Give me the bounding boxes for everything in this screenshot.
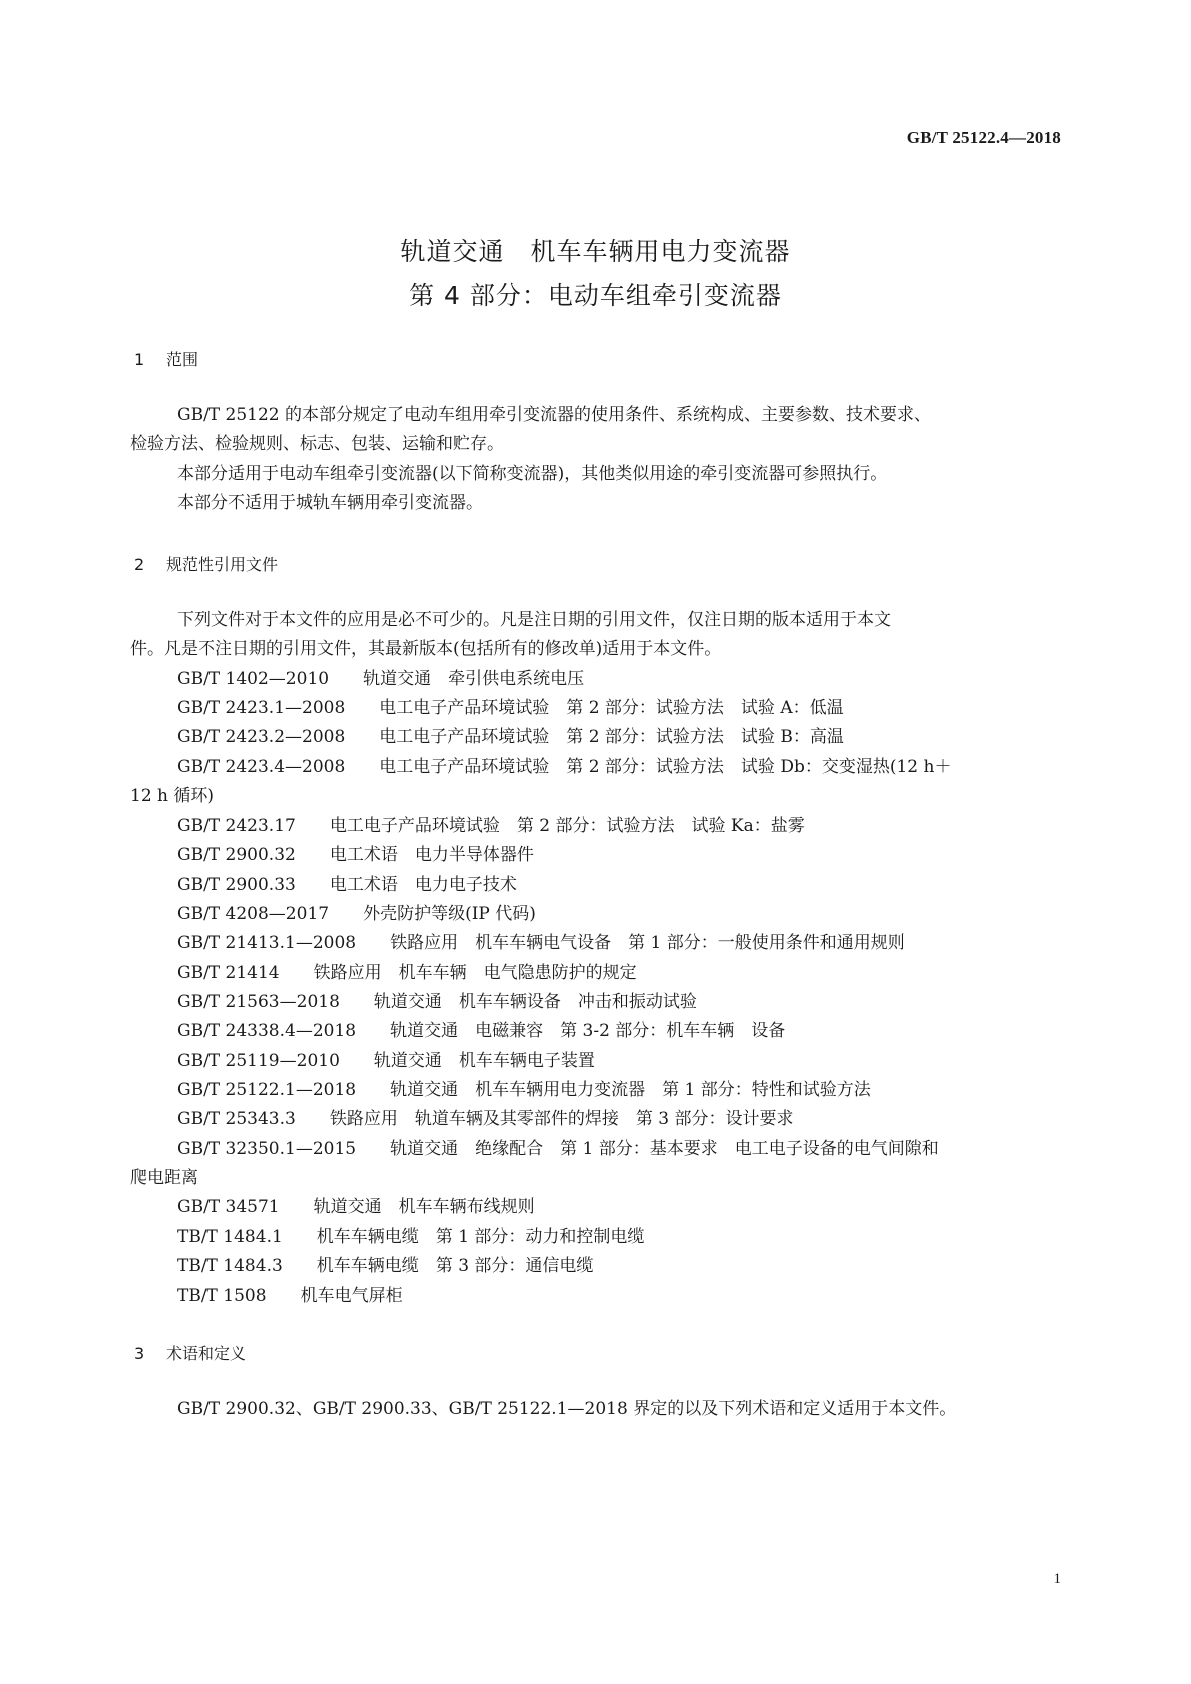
section-title: 范围 [166,350,199,369]
normative-intro-cont: 件。凡是不注日期的引用文件，其最新版本(包括所有的修改单)适用于本文件。 [130,639,722,659]
terms-intro: GB/T 2900.32、GB/T 2900.33、GB/T 25122.1—2018 界定的以及下列术语和定义适用于本文件。 [177,1399,957,1419]
section-heading-terms-definitions [134,1341,246,1364]
reference-item: GB/T 25119—2010 轨道交通 机车车辆电子装置 [177,1051,595,1071]
scope-paragraph-2: 本部分适用于电动车组牵引变流器(以下简称变流器)，其他类似用途的牵引变流器可参照执行。 [177,464,888,484]
reference-item: GB/T 2900.32 电工术语 电力半导体器件 [177,845,534,865]
reference-item: TB/T 1508 机车电气屏柜 [177,1286,403,1306]
reference-item-cont: 爬电距离 [130,1168,198,1188]
reference-item: GB/T 21413.1—2008 铁路应用 机车车辆电气设备 第 1 部分：一般使用条件和通用规则 [177,933,905,953]
reference-item: GB/T 4208—2017 外壳防护等级(IP 代码) [177,904,536,924]
document-title-line-2: 第 4 部分：电动车组牵引变流器 [409,281,782,310]
reference-item: GB/T 2423.4—2008 电工电子产品环境试验 第 2 部分：试验方法 试验 Db：交变湿热(12 h＋ [177,757,952,777]
reference-item: GB/T 32350.1—2015 轨道交通 绝缘配合 第 1 部分：基本要求 电工电子设备的电气间隙和 [177,1139,939,1159]
scope-paragraph-1-cont: 检验方法、检验规则、标志、包装、运输和贮存。 [130,434,504,454]
reference-item: GB/T 2423.17 电工电子产品环境试验 第 2 部分：试验方法 试验 Ka：盐雾 [177,816,805,836]
section-number: 3 [134,1344,145,1363]
reference-item: GB/T 25122.1—2018 轨道交通 机车车辆用电力变流器 第 1 部分：特性和试验方法 [177,1080,871,1100]
reference-item: GB/T 21563—2018 轨道交通 机车车辆设备 冲击和振动试验 [177,992,697,1012]
section-title: 术语和定义 [166,1344,247,1363]
section-number: 1 [134,350,145,369]
reference-item: GB/T 24338.4—2018 轨道交通 电磁兼容 第 3-2 部分：机车车辆 设备 [177,1021,786,1041]
section-number: 2 [134,555,145,574]
reference-item: GB/T 21414 铁路应用 机车车辆 电气隐患防护的规定 [177,963,637,983]
section-heading-normative-references [134,552,278,575]
reference-item: GB/T 2423.2—2008 电工电子产品环境试验 第 2 部分：试验方法 试验 B：高温 [177,727,844,747]
section-title: 规范性引用文件 [166,555,279,574]
reference-item: GB/T 1402—2010 轨道交通 牵引供电系统电压 [177,669,585,689]
section-heading-scope [134,347,198,370]
reference-item: TB/T 1484.1 机车车辆电缆 第 1 部分：动力和控制电缆 [177,1227,645,1247]
reference-item: GB/T 34571 轨道交通 机车车辆布线规则 [177,1197,535,1217]
document-title-line-1: 轨道交通 机车车辆用电力变流器 [400,237,791,266]
reference-item: GB/T 2900.33 电工术语 电力电子技术 [177,875,517,895]
standard-code: GB/T 25122.4—2018 [906,128,1061,147]
scope-paragraph-3: 本部分不适用于城轨车辆用牵引变流器。 [177,493,483,513]
reference-item: TB/T 1484.3 机车车辆电缆 第 3 部分：通信电缆 [177,1256,594,1276]
reference-item: GB/T 2423.1—2008 电工电子产品环境试验 第 2 部分：试验方法 试验 A：低温 [177,698,844,718]
reference-item: GB/T 25343.3 铁路应用 轨道车辆及其零部件的焊接 第 3 部分：设计要求 [177,1109,794,1129]
scope-paragraph-1: GB/T 25122 的本部分规定了电动车组用牵引变流器的使用条件、系统构成、主要参数、技术要求、 [177,405,932,425]
page-number: 1 [1053,1571,1061,1587]
normative-intro: 下列文件对于本文件的应用是必不可少的。凡是注日期的引用文件，仅注日期的版本适用于本文 [177,610,891,630]
reference-item-cont: 12 h 循环) [130,786,215,806]
